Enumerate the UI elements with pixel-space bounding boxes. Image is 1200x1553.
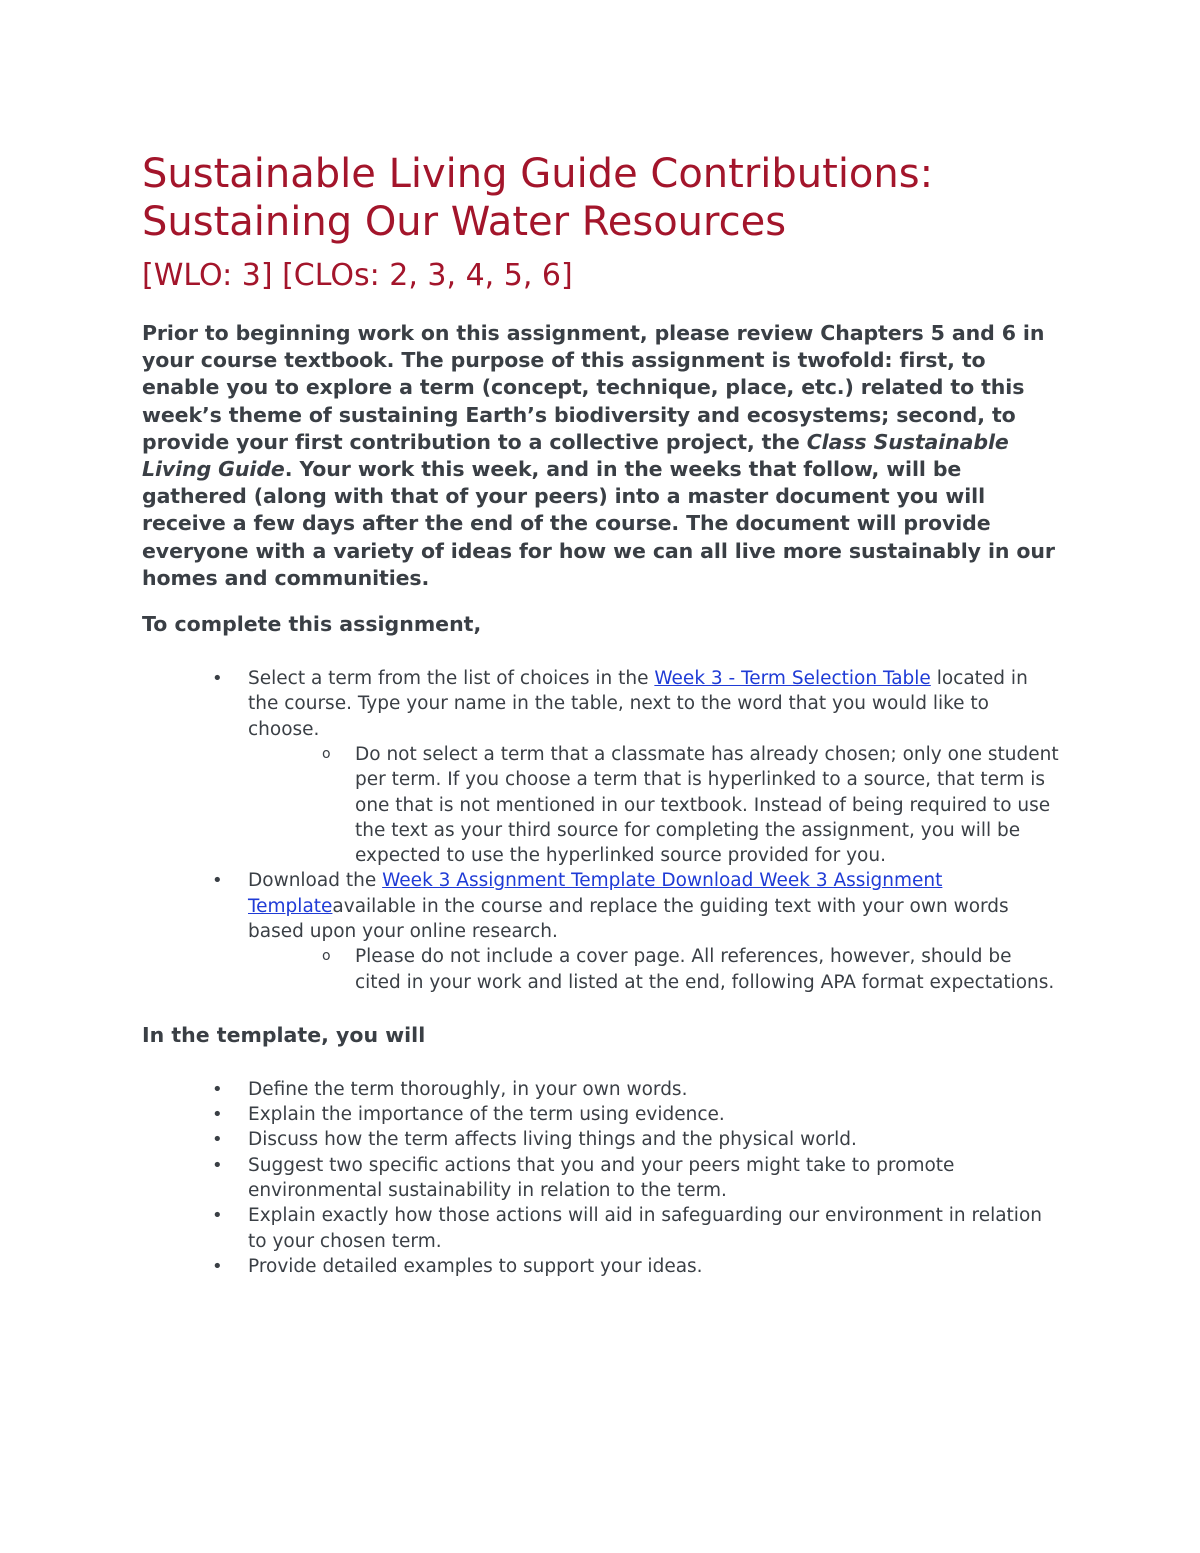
list-item <box>142 1127 1062 1152</box>
complete-assignment-heading: To complete this assignment, <box>142 612 482 637</box>
step-text-pre: Download the <box>248 870 383 892</box>
bullet-icon: • <box>212 1255 223 1277</box>
intro-paragraph <box>142 320 1062 592</box>
sub-bullet-icon: o <box>322 745 331 762</box>
learning-outcomes-line: [WLO: 3] [CLOs: 2, 3, 4, 5, 6] <box>142 258 573 293</box>
list-item <box>142 1254 1062 1279</box>
list-item-text: Provide detailed examples to support your ideas. <box>248 1255 703 1277</box>
list-item <box>142 1153 1062 1204</box>
bullet-icon: • <box>212 668 223 690</box>
bullet-icon: • <box>212 1205 223 1227</box>
template-heading: In the template, you will <box>142 1022 426 1047</box>
list-item-text: Discuss how the term affects living things and the physical world. <box>248 1129 857 1151</box>
sub-step-text: Please do not include a cover page. All references, however, should be cited in your work and listed at the end, following APA format expectations. <box>355 946 1055 993</box>
list-item <box>142 1077 1062 1102</box>
steps-list <box>142 666 1062 995</box>
term-selection-table-link[interactable]: Week 3 - Term Selection Table <box>654 668 931 690</box>
list-item <box>142 1203 1062 1254</box>
sub-step-item <box>142 742 1062 868</box>
intro-italic-guide-name: Class Sustainable Living Guide <box>142 429 1009 482</box>
bullet-icon: • <box>212 1129 223 1151</box>
step-text-post: available in the course and replace the guiding text with your own words based upon your online research. <box>248 895 1009 942</box>
list-item-text: Explain exactly how those actions will aid in safeguarding our environment in relation to your chosen term. <box>248 1205 1042 1252</box>
sub-bullet-icon: o <box>322 948 331 965</box>
bullet-icon: • <box>212 1154 223 1176</box>
step-text-pre: Select a term from the list of choices in the <box>248 668 655 690</box>
sub-step-item <box>142 944 1062 995</box>
title-line-2: Sustaining Our Water Resources <box>142 199 787 245</box>
bullet-icon: • <box>212 1104 223 1126</box>
list-item-text: Define the term thoroughly, in your own words. <box>248 1078 688 1100</box>
bullet-icon: • <box>212 1078 223 1100</box>
assignment-template-link[interactable]: Week 3 Assignment Template Download Week 3 Assignment Template <box>248 870 943 917</box>
sub-step-text: Do not select a term that a classmate has already chosen; only one student per term. If you choose a term that is hyperlinked to a source, that term is one that is not mentioned in our textbook. Instead of being required to use the text as your third source for completing the assignment, you will be expected to use the hyperlinked source provided for you. <box>355 743 1059 867</box>
step-text-post: located in the course. Type your name in the table, next to the word that you would like to choose. <box>248 668 1028 740</box>
document-content <box>142 150 1062 1279</box>
list-item <box>142 1102 1062 1127</box>
bullet-icon: • <box>212 870 223 892</box>
intro-text-1: Prior to beginning work on this assignment, please review Chapters 5 and 6 in your course textbook. The purpose of this assignment is twofold: first, to enable you to explore a term (concept, technique, place, etc.) related to this week’s theme of sustaining Earth’s biodiversity and ecosystems; second, to provide your first contribution to a collective project, the <box>142 321 1045 454</box>
list-item-text: Suggest two specific actions that you and your peers might take to promote environmental sustainability in relation to the term. <box>248 1154 955 1202</box>
template-requirements-list <box>142 1077 1062 1279</box>
step-item <box>142 868 1062 944</box>
document-title <box>142 150 1062 246</box>
title-line-1: Sustainable Living Guide Contributions: <box>142 151 934 197</box>
step-item <box>142 666 1062 742</box>
list-item-text: Explain the importance of the term using evidence. <box>248 1104 725 1126</box>
intro-text-2: . Your work this week, and in the weeks that follow, will be gathered (along with that of your peers) into a master document you will receive a few days after the end of the course. The document will provide everyone with a variety of ideas for how we can all live more sustainably in our homes and communities. <box>142 457 1055 590</box>
